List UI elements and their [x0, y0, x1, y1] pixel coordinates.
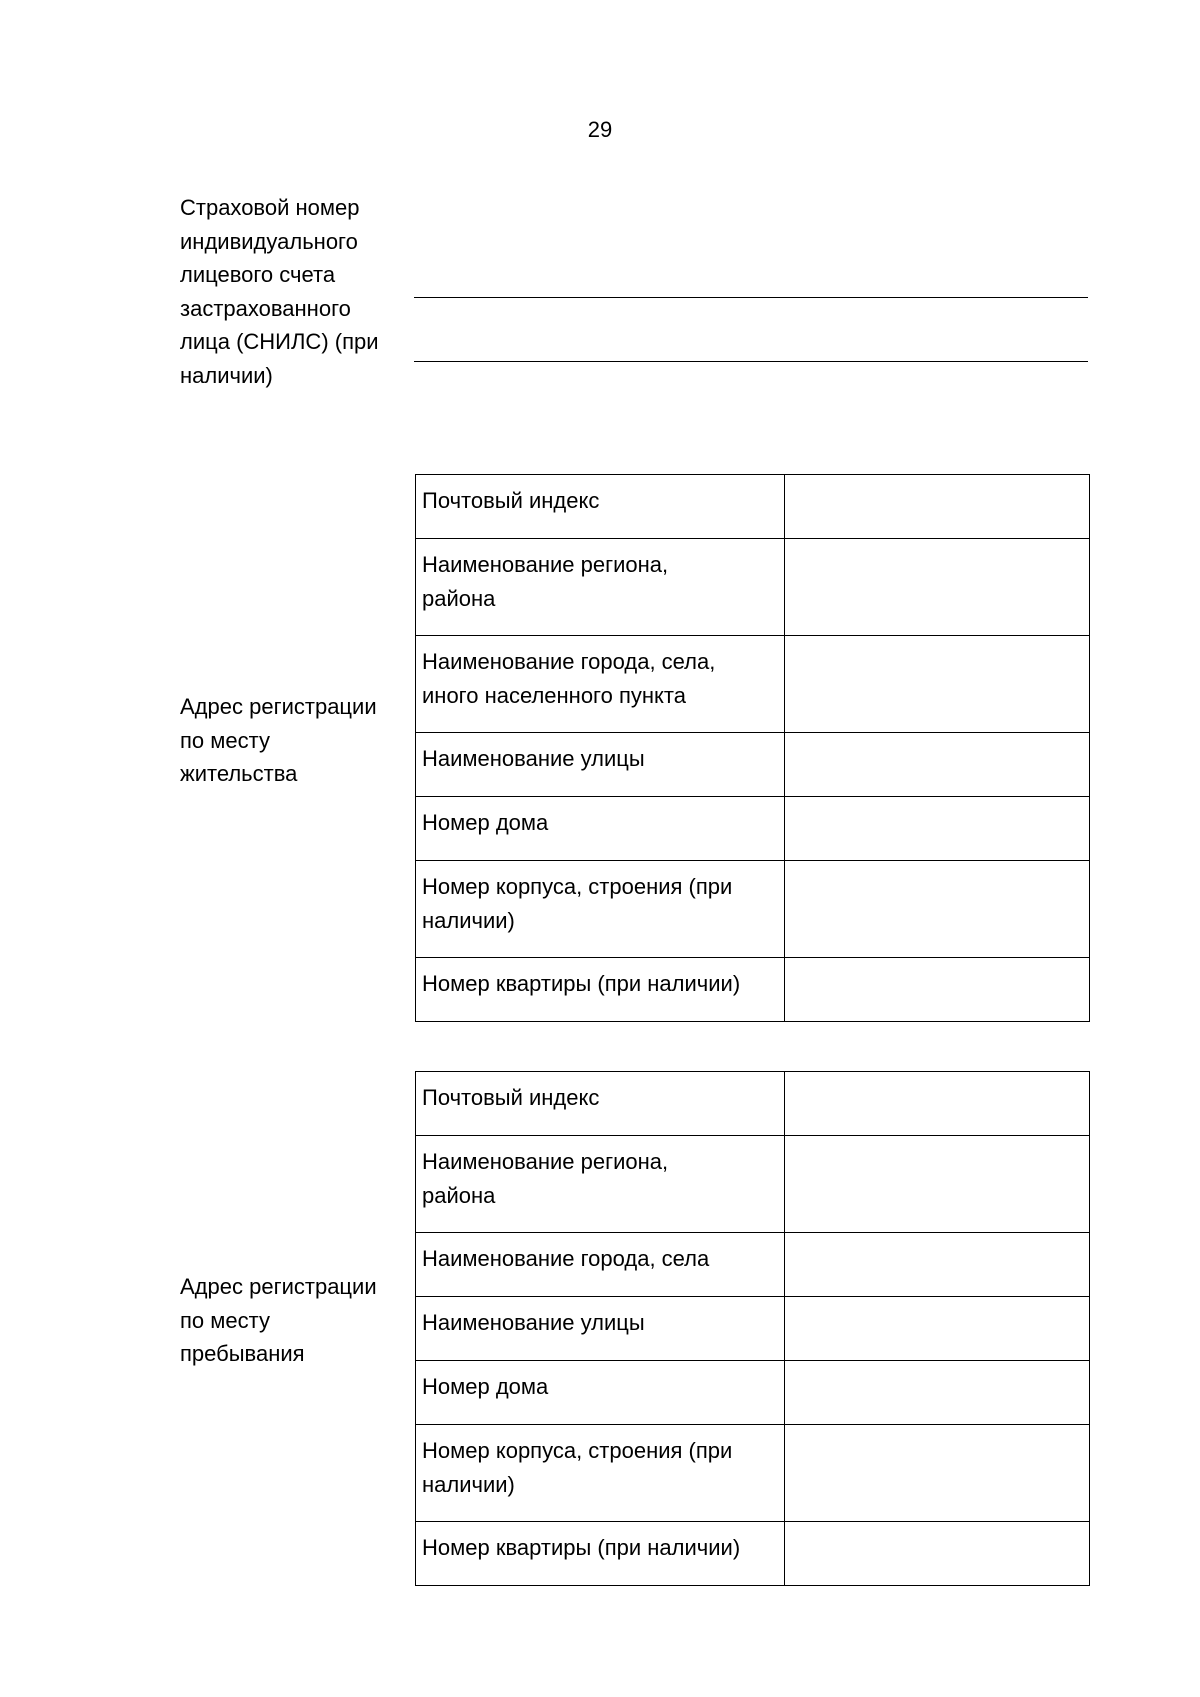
postal-code-field[interactable] [785, 475, 1090, 539]
snils-input-line[interactable] [414, 297, 1088, 298]
house-number-field[interactable] [785, 1361, 1090, 1425]
postal-code-field[interactable] [785, 1072, 1090, 1136]
stay-address-table [415, 1071, 1090, 1586]
table-row [416, 1072, 1090, 1136]
building-field[interactable] [785, 1425, 1090, 1522]
apartment-field[interactable] [785, 958, 1090, 1022]
region-label: Наименование региона, района [416, 539, 785, 636]
stay-address-label: Адрес регистрации по месту пребывания [180, 1274, 377, 1366]
table-row [416, 797, 1090, 861]
table-row [416, 958, 1090, 1022]
house-number-label: Номер дома [416, 1361, 785, 1425]
building-label: Номер корпуса, строения (при наличии) [416, 861, 785, 958]
snils-label: Страховой номер индивидуального лицевого счета застрахованного лица (СНИЛС) (при наличии) [180, 195, 379, 388]
residence-address-table [415, 474, 1090, 1022]
city-field[interactable] [785, 636, 1090, 733]
apartment-label: Номер квартиры (при наличии) [416, 1522, 785, 1586]
table-row [416, 1361, 1090, 1425]
street-label: Наименование улицы [416, 1297, 785, 1361]
street-field[interactable] [785, 1297, 1090, 1361]
city-label: Наименование города, села, иного населенного пункта [416, 636, 785, 733]
snils-input-line[interactable] [414, 361, 1088, 362]
table-row [416, 1425, 1090, 1522]
apartment-label: Номер квартиры (при наличии) [416, 958, 785, 1022]
city-field[interactable] [785, 1233, 1090, 1297]
postal-code-label: Почтовый индекс [416, 1072, 785, 1136]
building-field[interactable] [785, 861, 1090, 958]
region-field[interactable] [785, 539, 1090, 636]
page-number: 29 [587, 117, 613, 142]
building-label: Номер корпуса, строения (при наличии) [416, 1425, 785, 1522]
table-row [416, 733, 1090, 797]
table-row [416, 1522, 1090, 1586]
house-number-label: Номер дома [416, 797, 785, 861]
table-row [416, 475, 1090, 539]
table-row [416, 1233, 1090, 1297]
table-row [416, 861, 1090, 958]
table-row [416, 636, 1090, 733]
region-label: Наименование региона, района [416, 1136, 785, 1233]
street-label: Наименование улицы [416, 733, 785, 797]
table-row [416, 1297, 1090, 1361]
table-row [416, 1136, 1090, 1233]
table-row [416, 539, 1090, 636]
city-label: Наименование города, села [416, 1233, 785, 1297]
postal-code-label: Почтовый индекс [416, 475, 785, 539]
street-field[interactable] [785, 733, 1090, 797]
residence-address-label: Адрес регистрации по месту жительства [180, 694, 377, 786]
region-field[interactable] [785, 1136, 1090, 1233]
house-number-field[interactable] [785, 797, 1090, 861]
apartment-field[interactable] [785, 1522, 1090, 1586]
